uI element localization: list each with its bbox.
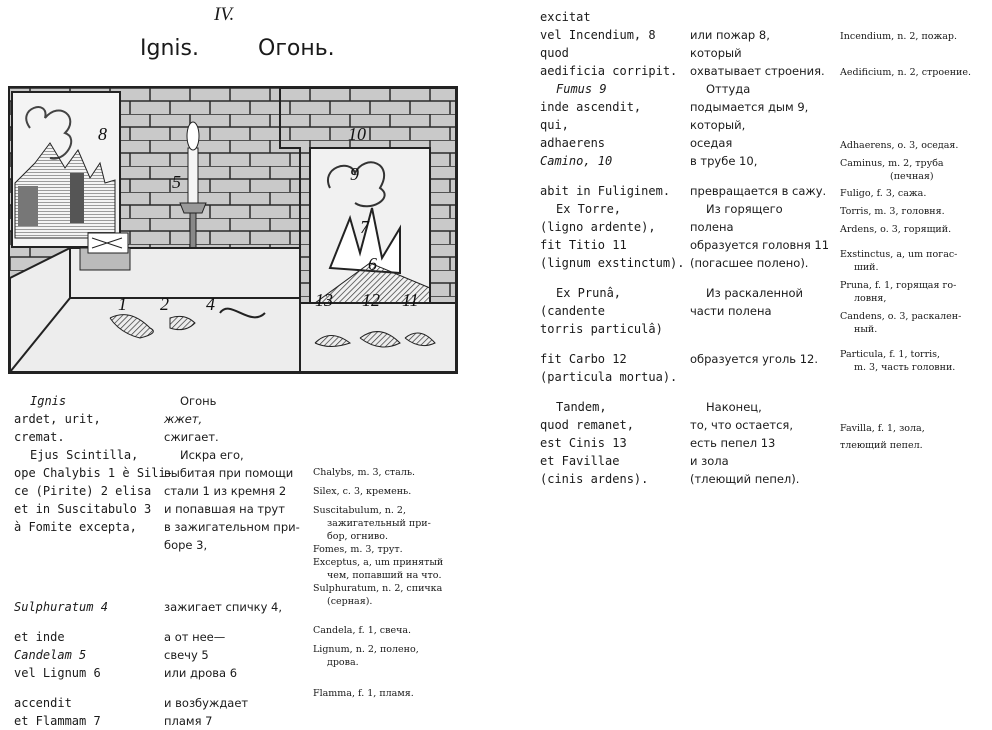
- label-1: 1: [118, 294, 127, 314]
- glossary-entry: дрова.: [327, 657, 359, 668]
- latin-line: ce (Pirite) 2 elisa: [14, 484, 152, 498]
- russian-line: подымается дым 9,: [690, 100, 809, 114]
- glossary-entry: Candela, f. 1, свеча.: [313, 625, 412, 636]
- latin-line: Ex Prunâ,: [556, 286, 622, 300]
- russian-line: и попавшая на трут: [164, 502, 285, 516]
- glossary-entry: Chalybs, m. 3, сталь.: [313, 467, 416, 478]
- glossary-entry: ловня,: [854, 293, 887, 304]
- glossary-entry: Sulphuratum, n. 2, спичка: [313, 583, 443, 594]
- glossary-entry: бор, огниво.: [327, 531, 389, 542]
- glossary-entry: Pruna, f. 1, горящая го-: [840, 280, 957, 291]
- russian-line: Огонь: [180, 394, 217, 408]
- glossary-entry: Caminus, m. 2, труба: [840, 158, 944, 169]
- label-9: 9: [350, 164, 359, 184]
- russian-line: Из раскаленной: [706, 286, 804, 300]
- russian-line: выбитая при помощи: [164, 466, 294, 480]
- latin-line: vel Lignum 6: [14, 666, 101, 680]
- russian-line: есть пепел 13: [690, 436, 776, 450]
- page-number: IV.: [214, 4, 235, 25]
- glossary-entry: Silex, c. 3, кремень.: [313, 486, 412, 497]
- glossary-entry: тлеющий пепел.: [840, 440, 923, 451]
- glossary-entry: Exceptus, a, um принятый: [313, 557, 444, 568]
- latin-line: et inde: [14, 630, 65, 644]
- latin-line: Ex Torre,: [556, 202, 622, 216]
- latin-line: excitat: [540, 10, 591, 24]
- latin-line: Ignis: [30, 394, 67, 408]
- left-latin-column: [14, 392, 173, 730]
- glossary-entry: (печная): [890, 171, 934, 182]
- russian-line: в зажигательном при-: [164, 520, 300, 534]
- latin-line: (ligno ardente),: [540, 220, 656, 234]
- right-latin-column: [540, 8, 685, 488]
- latin-line: Ejus Scintilla,: [30, 448, 139, 462]
- russian-line: то, что остается,: [690, 418, 794, 432]
- russian-line: жжет,: [164, 412, 203, 426]
- russian-line: и зола: [690, 454, 729, 468]
- latin-line: Camino, 10: [540, 154, 613, 168]
- title-latin: Ignis.: [140, 36, 199, 61]
- russian-line: который,: [690, 118, 746, 132]
- russian-line: и возбуждает: [164, 696, 249, 710]
- glossary-entry: Aedificium, n. 2, строение.: [840, 67, 972, 78]
- glossary-entry: Fomes, m. 3, трут.: [313, 544, 403, 555]
- glossary-entry: ший.: [854, 262, 879, 273]
- label-12: 12: [362, 290, 380, 310]
- russian-line: полена: [690, 220, 734, 234]
- russian-line: а от нее—: [164, 630, 226, 644]
- glossary-entry: Lignum, n. 2, полено,: [313, 644, 419, 655]
- left-glossary: [313, 466, 443, 700]
- russian-line: Оттуда: [706, 82, 751, 96]
- label-5: 5: [172, 172, 181, 192]
- glossary-entry: Ardens, o. 3, горящий.: [840, 224, 952, 235]
- glossary-entry: m. 3, часть головни.: [854, 362, 956, 373]
- russian-line: охватывает строения.: [690, 64, 825, 78]
- russian-line: Наконец,: [706, 400, 762, 414]
- russian-line: превращается в сажу.: [690, 184, 827, 198]
- latin-line: quod remanet,: [540, 418, 634, 432]
- title-russian: Огонь.: [258, 36, 335, 61]
- glossary-entry: Particula, f. 1, torris,: [840, 349, 941, 360]
- glossary-entry: (серная).: [327, 596, 373, 607]
- latin-line: (lignum exstinctum).: [540, 256, 685, 270]
- latin-line: ope Chalybis 1 è Sili-: [14, 466, 173, 480]
- russian-line: свечу 5: [164, 648, 209, 662]
- russian-line: боре 3,: [164, 538, 208, 552]
- glossary-entry: Favilla, f. 1, зола,: [840, 423, 925, 434]
- latin-line: inde ascendit,: [540, 100, 642, 114]
- label-11: 11: [402, 290, 419, 310]
- russian-line: в трубе 10,: [690, 154, 758, 168]
- label-4: 4: [206, 294, 215, 314]
- latin-line: abit in Fuliginem.: [540, 184, 671, 198]
- glossary-entry: зажигательный при-: [327, 518, 431, 529]
- latin-line: vel Incendium, 8: [540, 28, 656, 42]
- russian-line: Из горящего: [706, 202, 783, 216]
- latin-line: quod: [540, 46, 569, 60]
- latin-line: ardet, urit,: [14, 412, 101, 426]
- latin-line: cremat.: [14, 430, 65, 444]
- russian-line: зажигает спичку 4,: [164, 600, 283, 614]
- glossary-entry: Adhaerens, o. 3, оседая.: [840, 140, 959, 151]
- latin-line: torris particulâ): [540, 322, 663, 336]
- glossary-entry: Fuligo, f. 3, сажа.: [840, 188, 927, 199]
- latin-line: Sulphuratum 4: [14, 600, 108, 614]
- latin-line: (cinis ardens).: [540, 472, 649, 486]
- latin-line: fit Titio 11: [540, 238, 627, 252]
- latin-line: Candelam 5: [14, 648, 87, 662]
- latin-line: aedificia corripit.: [540, 64, 678, 78]
- label-7: 7: [360, 217, 369, 237]
- russian-line: оседая: [690, 136, 733, 150]
- fire-woodcut-illustration: [8, 86, 458, 374]
- russian-line: Искра его,: [180, 448, 244, 462]
- glossary-entry: чем, попавший на что.: [327, 570, 442, 581]
- latin-line: et Flammam 7: [14, 714, 101, 728]
- russian-line: сжигает.: [164, 430, 219, 444]
- russian-line: стали 1 из кремня 2: [164, 484, 287, 498]
- russian-line: образуется головня 11: [690, 238, 830, 252]
- russian-line: (тлеющий пепел).: [690, 472, 800, 486]
- latin-line: à Fomite excepta,: [14, 520, 137, 534]
- latin-line: et Favillae: [540, 454, 620, 468]
- label-8: 8: [98, 124, 107, 144]
- latin-line: qui,: [540, 118, 569, 132]
- russian-line: или пожар 8,: [690, 28, 770, 42]
- latin-line: accendit: [14, 696, 72, 710]
- latin-line: Tandem,: [556, 400, 607, 414]
- glossary-entry: Suscitabulum, n. 2,: [313, 505, 406, 516]
- latin-line: (candente: [540, 304, 606, 318]
- right-russian-column: [690, 26, 829, 488]
- russian-line: образуется уголь 12.: [690, 352, 819, 366]
- label-13: 13: [315, 290, 333, 310]
- label-2: 2: [160, 294, 169, 314]
- russian-line: или дрова 6: [164, 666, 238, 680]
- latin-line: (particula mortua).: [540, 370, 678, 384]
- latin-line: adhaerens: [540, 136, 606, 150]
- glossary-entry: Flamma, f. 1, пламя.: [313, 688, 414, 699]
- russian-line: который: [690, 46, 742, 60]
- latin-line: est Cinis 13: [540, 436, 627, 450]
- window-scene: [12, 92, 120, 247]
- glossary-entry: ный.: [854, 324, 878, 335]
- russian-line: части полена: [690, 304, 772, 318]
- glossary-entry: Incendium, n. 2, пожар.: [840, 31, 958, 42]
- latin-line: Fumus 9: [556, 82, 607, 96]
- label-6: 6: [368, 254, 377, 274]
- glossary-entry: Candens, o. 3, раскален-: [840, 311, 962, 322]
- latin-line: fit Carbo 12: [540, 352, 627, 366]
- label-10: 10: [348, 124, 366, 144]
- glossary-entry: Exstinctus, a, um погас-: [840, 249, 958, 260]
- russian-line: пламя 7: [164, 714, 213, 728]
- glossary-entry: Torris, m. 3, головня.: [840, 206, 945, 217]
- left-russian-column: [164, 392, 300, 730]
- latin-line: et in Suscitabulo 3: [14, 502, 152, 516]
- right-glossary: [840, 30, 971, 452]
- russian-line: (погасшее полено).: [690, 256, 809, 270]
